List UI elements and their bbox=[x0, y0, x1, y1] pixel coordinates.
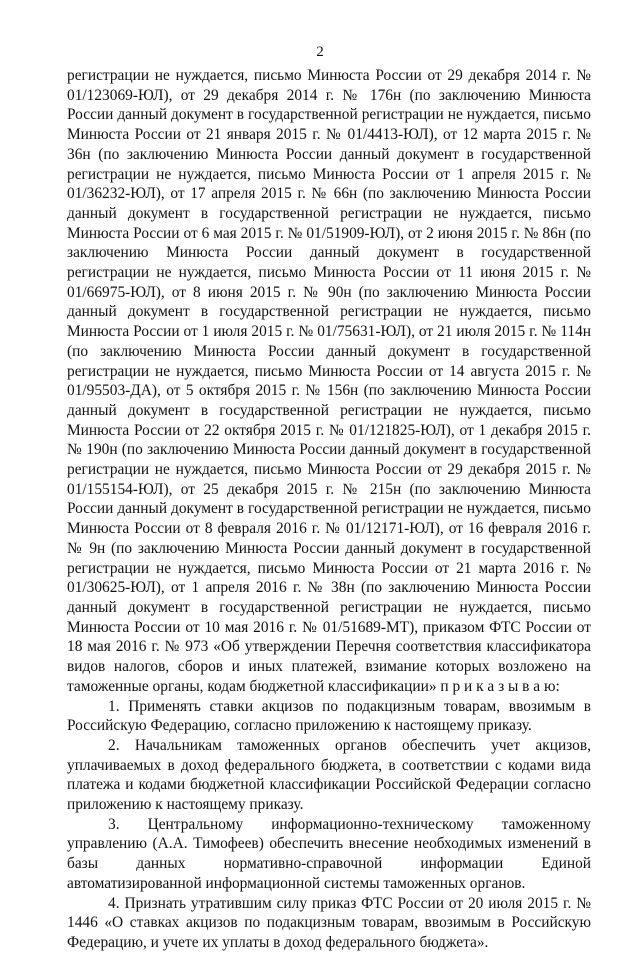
paragraph-continuation: регистрации не нуждается, письмо Минюста России от 29 декабря 2014 г. № 01/123069-ЮЛ), от 29 декабря 2014 г. № 176н (по заключению Минюста России данный документ в государственной регистрации не нуждается, письмо Минюста России от 21 января 2015 г. № 01/4413-ЮЛ), от 12 марта 2015 г. № 36н (по заключению Минюста России данный документ в государственной регистрации не нуждается, письмо Минюста России от 1 апреля 2015 г. № 01/36232-ЮЛ), от 17 апреля 2015 г. № 66н (по заключению Минюста России данный документ в государственной регистрации не нуждается, письмо Минюста России от 6 мая 2015 г. № 01/51909-ЮЛ), от 2 июня 2015 г. № 86н (по заключению Минюста России данный документ в государственной регистрации не нуждается, письмо Минюста России от 11 июня 2015 г. № 01/66975-ЮЛ), от 8 июня 2015 г. № 90н (по заключению Минюста России данный документ в государственной регистрации не нуждается, письмо Минюста России от 1 июля 2015 г. № 01/75631-ЮЛ), от 21 июля 2015 г. № 114н (по заключению Минюста России данный документ в государственной регистрации не нуждается, письмо Минюста России от 14 августа 2015 г. № 01/95503-ДА), от 5 октября 2015 г. № 156н (по заключению Минюста России данный документ в государственной регистрации не нуждается, письмо Минюста России от 22 октября 2015 г. № 01/121825-ЮЛ), от 1 декабря 2015 г. № 190н (по заключению Минюста России данный документ в государственной регистрации не нуждается, письмо Минюста России от 29 декабря 2015 г. № 01/155154-ЮЛ), от 25 декабря 2015 г. № 215н (по заключению Минюста России данный документ в государственной регистрации не нуждается, письмо Минюста России от 8 февраля 2016 г. № 01/12171-ЮЛ), от 16 февраля 2016 г. № 9н (по заключению Минюста России данный документ в государственной регистрации не нуждается, письмо Минюста России от 21 марта 2016 г. № 01/30625-ЮЛ), от 1 апреля 2016 г. № 38н (по заключению Минюста России данный документ в государственной регистрации не нуждается, письмо Минюста России от 10 мая 2016 г. № 01/51689-МТ), приказом ФТС России от 18 мая 2016 г. № 973 «Об утверждении Перечня соответствия классификатора видов налогов, сборов и иных платежей, взимание которых возложено на таможенные органы, кодам бюджетной классификации» п р и к а з ы в а ю: bbox=[67, 67, 591, 695]
paragraph-item-4: 4. Признать утратившим силу приказ ФТС России от 20 июля 2015 г. № 1446 «О ставках акцизов по подакцизным товарам, ввозимым в Российскую Федерацию, и учете их уплаты в доход федерального бюджета». bbox=[67, 894, 591, 951]
paragraph-item-3: 3. Центральному информационно-техническому таможенному управлению (А.А. Тимофеев) обеспечить внесение необходимых изменений в базы данных нормативно-справочной информации Единой автоматизированной информационной системы таможенных органов. bbox=[67, 815, 591, 892]
document-body bbox=[67, 66, 591, 953]
paragraph-item-1: 1. Применять ставки акцизов по подакцизным товарам, ввозимым в Российскую Федерацию, согласно приложению к настоящему приказу. bbox=[67, 697, 591, 735]
page-number: 2 bbox=[316, 44, 324, 60]
paragraph-item-2: 2. Начальникам таможенных органов обеспечить учет акцизов, уплачиваемых в доход федерального бюджета, в соответствии с кодами вида платежа и кодами бюджетной классификации Российской Федерации согласно приложению к настоящему приказу. bbox=[67, 736, 591, 814]
